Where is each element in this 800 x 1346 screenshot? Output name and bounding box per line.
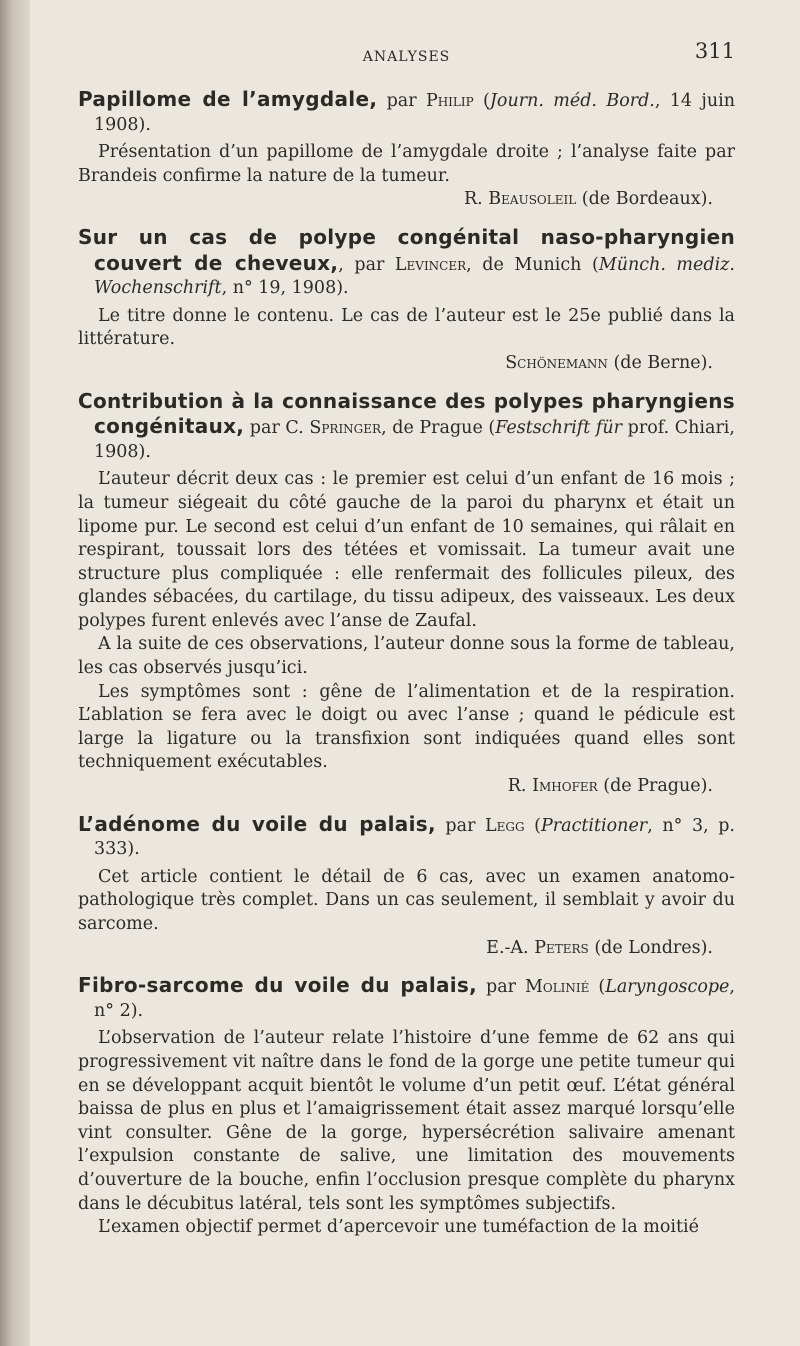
entry-journal: Journ. méd. Bord. <box>489 91 655 111</box>
entry-author: Philip <box>425 91 474 111</box>
entry-title: Fibro-sarcome du voile du palais, <box>78 973 478 998</box>
entry-author: Springer <box>309 418 382 439</box>
abstract-entry <box>78 974 735 1240</box>
entry-journal: Münch. mediz. Wochenschrift <box>94 254 735 299</box>
abstract-entry <box>78 390 735 799</box>
entry-paragraph: Le titre donne le contenu. Le cas de l’auteur est le 25e publié dans la littérature. <box>78 305 735 350</box>
entry-journal: Laryngoscope <box>605 977 730 998</box>
abstract-entry <box>78 813 735 961</box>
entry-heading: Papillome de l’amygdale, par Philip (Journ. méd. Bord., 14 juin 1908). <box>78 87 735 135</box>
entry-title: Contribution à la connaissance des polypes pharyngiens congénitaux, <box>78 388 735 439</box>
running-header <box>78 40 735 74</box>
page-number: 311 <box>694 39 735 63</box>
entry-author: Levincer <box>394 254 467 275</box>
entry-heading: Contribution à la connaissance des polypes pharyngiens congénitaux, par C. Springer, de Prague (Festschrift für prof. Chiari, 1908). <box>78 388 735 462</box>
entry-title: L’adénome du voile du palais, <box>78 811 436 836</box>
entry-paragraph: L’observation de l’auteur relate l’histoire d’une femme de 62 ans qui progressivement vit naître dans le fond de la gorge une petite tumeur qui en se développant acquit bientôt le volume d’un petit œuf. L’état général baissa de plus en plus et l’amaigrissement était assez marqué lorsqu’elle vint consulter. Gêne de la gorge, hypersécrétion salivaire amenant l’expulsion constante de salive, une limitation des mouvements d’ouverture de la bouche, enfin l’occlusion presque complète du pharynx dans le décubitus latéral, tels sont les symptômes subjectifs. <box>78 1028 735 1214</box>
reviewer-signature: R. Imhofer (de Prague). <box>507 776 713 797</box>
entry-heading: Fibro-sarcome du voile du palais, par Molinié (Laryngoscope, n° 2). <box>78 973 735 1021</box>
entry-author: Molinié <box>524 977 590 998</box>
entry-paragraph: Cet article contient le détail de 6 cas, avec un examen anatomo-pathologique très complet. Dans un cas seulement, il semblait y avoir du sarcome. <box>78 866 735 934</box>
reviewer-signature: Schönemann (de Berne). <box>505 352 713 373</box>
running-title: ANALYSES <box>362 49 451 65</box>
book-spine-shadow <box>0 0 30 1346</box>
entry-paragraph: L’auteur décrit deux cas : le premier est celui d’un enfant de 16 mois ; la tumeur siégeait du côté gauche de la paroi du pharynx et était un lipome pur. Le second est celui d’un enfant de 10 semaines, qui râlait en respirant, toussait lors des tétées et vomissait. La tumeur avait une structure plus compliquée : elle renfermait des follicules pileux, des glandes sébacées, du cartilage, du tissu adipeux, des vaisseaux. Les deux polypes furent enlevés avec l’anse de Zaufal. <box>78 469 735 631</box>
entry-title: Sur un cas de polype congénital naso-pharyngien couvert de cheveux, <box>78 224 735 275</box>
entry-paragraph: L’examen objectif permet d’apercevoir une tuméfaction de la moitié <box>98 1217 699 1238</box>
entry-journal: Festschrift für <box>495 418 623 439</box>
entry-heading: L’adénome du voile du palais, par Legg (Practitioner, n° 3, p. 333). <box>78 811 735 860</box>
reviewer-signature: E.-A. Peters (de Londres). <box>486 937 713 958</box>
entry-paragraph: A la suite de ces observations, l’auteur donne sous la forme de tableau, les cas observés jusqu’ici. <box>78 634 735 679</box>
entry-paragraph: Présentation d’un papillome de l’amygdale droite ; l’analyse faite par Brandeis confirme la nature de la tumeur. <box>78 142 735 186</box>
entry-heading: Sur un cas de polype congénital naso-pharyngien couvert de cheveux,, par Levincer, de Munich (Münch. mediz. Wochenschrift, n° 19, 1908). <box>78 224 735 299</box>
reviewer-signature: R. Beausoleil (de Bordeaux). <box>463 189 713 210</box>
entry-journal: Practitioner <box>541 815 648 836</box>
abstract-entry <box>78 226 735 376</box>
entry-title: Papillome de l’amygdale, <box>78 87 378 111</box>
page <box>78 40 735 1240</box>
abstract-entry <box>78 88 735 212</box>
entry-paragraph: Les symptômes sont : gêne de l’alimentation et de la respiration. L’ablation se fera avec le doigt ou avec l’anse ; quand le pédicule est large la ligature ou la transfixion sont indiquées quand elles sont techniquement exécutables. <box>78 681 735 773</box>
entry-author: Legg <box>485 815 525 836</box>
